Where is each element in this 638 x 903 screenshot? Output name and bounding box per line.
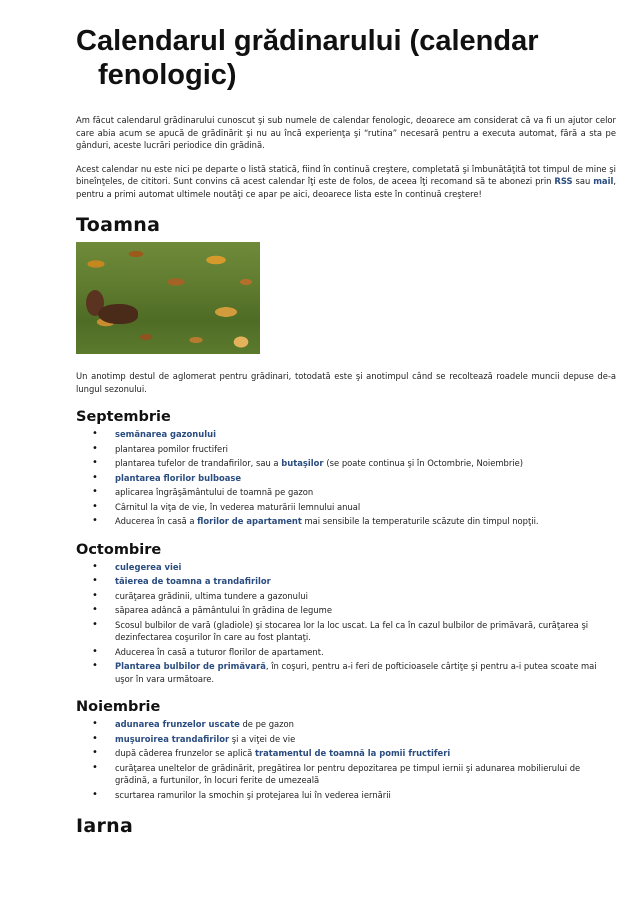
task-list-item [76, 619, 616, 644]
task-list-item [76, 472, 616, 485]
task-list-item [76, 428, 616, 441]
bullet-icon: • [92, 747, 98, 758]
task-list-item [76, 646, 616, 659]
task-list-item [76, 789, 616, 802]
task-text-post: , în coşuri, pentru a-i feri de pofticioasele cârtiţe şi pentru a-i putea scoate mai uşor în vara următoare. [115, 661, 597, 684]
bullet-icon: • [92, 718, 98, 729]
task-text-post: de pe gazon [239, 719, 294, 729]
task-list-item [76, 501, 616, 514]
autumn-description: Un anotimp destul de aglomerat pentru grădinari, totodată este şi anotimpul când se recoltează roadele muncii depuse de-a lungul sezonului. [76, 371, 616, 394]
intro-paragraph-2 [76, 163, 616, 201]
task-text: Cârnitul la viţa de vie, în vederea maturării lemnului anual [115, 501, 361, 512]
squirrel-body-shape [98, 304, 138, 324]
bullet-icon: • [92, 471, 98, 483]
task-list-item [76, 561, 616, 574]
task-link[interactable]: semănarea gazonului [115, 429, 216, 439]
bullet-icon: • [92, 575, 98, 586]
task-text: plantarea pomilor fructiferi [115, 443, 228, 454]
task-list-item [76, 457, 616, 470]
bullet-icon: • [92, 788, 98, 800]
section-heading-autumn: Toamna [76, 214, 161, 236]
bullet-icon: • [92, 660, 98, 671]
task-text: Aducerea în casă a tuturor florilor de apartament. [115, 646, 324, 657]
task-text-pre: după căderea frunzelor se aplică [115, 748, 255, 758]
task-link[interactable]: plantarea florilor bulboase [115, 472, 242, 483]
task-list-item [76, 443, 616, 456]
month-heading-octombire: Octombire [76, 541, 162, 558]
months-container [76, 395, 616, 801]
bullet-icon: • [92, 486, 98, 497]
autumn-squirrel-photo [76, 242, 260, 354]
bullet-icon: • [92, 515, 98, 526]
task-list [76, 428, 616, 528]
task-link[interactable]: muşuroirea trandafirilor [115, 733, 230, 744]
bullet-icon: • [92, 604, 98, 615]
task-link[interactable]: Plantarea bulbilor de primăvară [115, 661, 266, 671]
task-text: aplicarea îngrăşământului de toamnă pe gazon [115, 487, 314, 497]
task-list [76, 718, 616, 801]
task-link[interactable]: adunarea frunzelor uscate [115, 719, 240, 729]
task-list-item [76, 762, 616, 787]
task-link[interactable]: tăierea de toamna a trandafirilor [115, 576, 271, 586]
bullet-icon: • [92, 589, 98, 601]
bullet-icon: • [92, 500, 98, 512]
page-title-line2: fenologic) [98, 59, 237, 91]
intro-paragraph-1: Am făcut calendarul grădinarului cunoscut şi sub numele de calendar fenologic, deoarece am considerat că va fi un ajutor celor care abia acum se apucă de grădinărit şi nu au încă experienţa şi “rutina” necesară pentru a executa automat, fără a sta pe gânduri, aceste lucrări periodice din grădină. [76, 115, 616, 150]
bullet-icon: • [92, 457, 98, 468]
bullet-icon: • [92, 560, 98, 572]
task-text-post: mai sensibile la temperaturile scăzute din timpul nopţii. [301, 516, 539, 526]
bullet-icon: • [92, 618, 98, 630]
task-text-pre: Aducerea în casă a [115, 516, 198, 526]
intro-text-after: , pentru a primi automat ultimele noutăţi ce apar pe aici, deoarece lista este în continuă creştere! [76, 176, 616, 199]
intro-text-mid: sau [572, 176, 594, 186]
task-list [76, 561, 616, 686]
bullet-icon: • [92, 428, 98, 439]
task-list-item [76, 486, 616, 499]
page-title-line1: Calendarul grădinarului (calendar [76, 25, 539, 57]
task-text: curăţarea grădinii, ultima tundere a gazonului [115, 590, 308, 601]
month-heading-noiembrie: Noiembrie [76, 699, 161, 715]
task-list-item [76, 515, 616, 528]
article [76, 0, 616, 837]
task-list-item [76, 718, 616, 731]
bullet-icon: • [92, 442, 98, 454]
task-link[interactable]: tratamentul de toamnă la pomii fructiferi [254, 748, 451, 758]
task-link[interactable]: florilor de apartament [197, 516, 302, 526]
bullet-icon: • [92, 732, 98, 744]
intro-text-before: Acest calendar nu este nici pe departe o listă statică, fiind în continuă creştere, completată şi îmbunătăţită tot timpul de mine şi bineînţeles, de cititori. Sunt convins că acest calendar îţi este de folos, de aceea îţi recomand să te abonezi prin [76, 163, 616, 186]
task-link[interactable]: butaşilor [281, 458, 327, 468]
month-heading-septembrie: Septembrie [76, 409, 171, 425]
mail-link[interactable]: mail [593, 176, 614, 186]
task-link[interactable]: culegerea viei [115, 561, 182, 572]
bullet-icon: • [92, 645, 98, 657]
bullet-icon: • [92, 761, 98, 773]
task-list-item [76, 747, 616, 760]
task-list-item [76, 733, 616, 746]
task-text-post: şi a viţei de vie [229, 733, 296, 744]
page-title [76, 0, 616, 92]
task-list-item [76, 604, 616, 617]
task-text: curăţarea uneltelor de grădinărit, pregătirea lor pentru depozitarea pe timpul iernii şi adunarea mobilierului de grădină, a furtunilor, în locuri ferite de umezeală [115, 762, 581, 785]
task-list-item [76, 575, 616, 588]
task-text-post: (se poate continua şi în Octombrie, Noiembrie) [326, 458, 524, 468]
task-text: scurtarea ramurilor la smochin şi protejarea lui în vederea iernării [115, 789, 391, 800]
task-text-pre: plantarea tufelor de trandafirilor, sau a [115, 458, 282, 468]
task-text: săparea adâncă a pământului în grădina de legume [115, 605, 332, 615]
task-list-item [76, 590, 616, 603]
task-list-item [76, 660, 616, 685]
task-text: Scosul bulbilor de vară (gladiole) şi stocarea lor la loc uscat. La fel ca în cazul bulbilor de primăvară, curăţarea şi dezinfectarea coşurilor în care au fost plantaţi. [115, 619, 589, 642]
rss-link[interactable]: RSS [554, 176, 573, 186]
section-heading-winter: Iarna [76, 815, 134, 837]
